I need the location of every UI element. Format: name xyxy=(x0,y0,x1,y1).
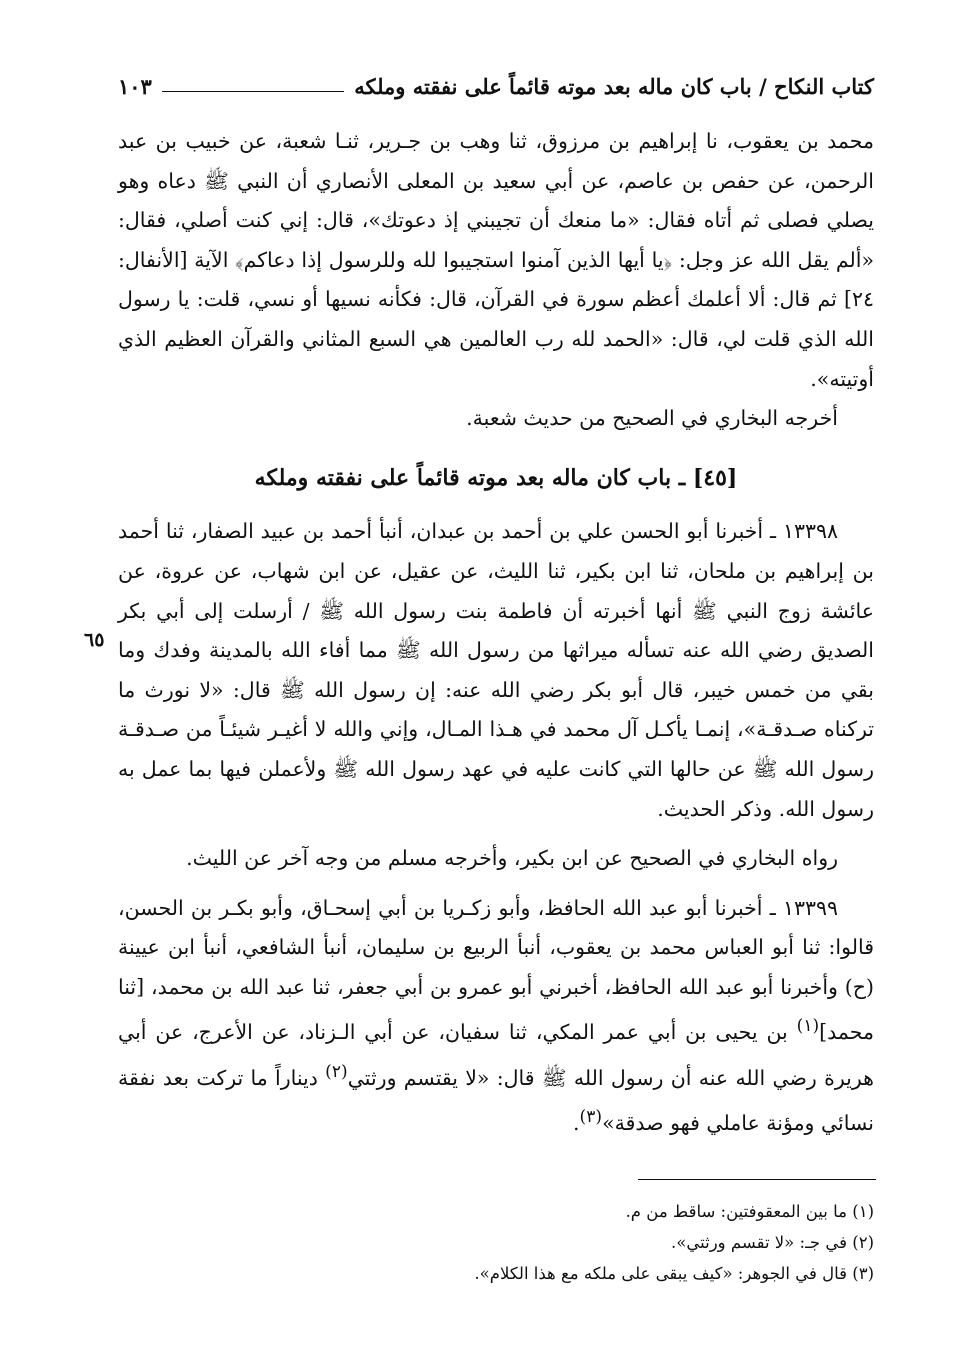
takhrij-note: أخرجه البخاري في الصحيح من حديث شعبة. xyxy=(466,406,838,431)
running-header xyxy=(118,68,874,104)
hadith-13399 xyxy=(118,889,874,1144)
hadith-13399-part-c: ديناراً ما تركت بعد نفقة نسائي ومؤنة عاملي فهو صدقة» xyxy=(118,1065,874,1136)
footnotes xyxy=(300,1196,874,1289)
header-rule xyxy=(162,91,344,92)
footnote-1: (١) ما بين المعقوفتين: ساقط من م. xyxy=(625,1202,874,1221)
footnote-ref-3: (٣) xyxy=(579,1107,603,1128)
margin-page-number: ٦٥ xyxy=(84,629,105,651)
main-text xyxy=(118,122,874,1144)
footnote-3: (٣) قال في الجوهر: «كيف يبقى على ملكه مع هذا الكلام». xyxy=(474,1264,874,1283)
hadith-13399-end: . xyxy=(573,1111,580,1136)
takhrij-note-2: رواه البخاري في الصحيح عن ابن بكير، وأخرجه مسلم من وجه آخر عن الليث. xyxy=(186,846,838,871)
footnote-2: (٢) في جـ: «لا تقسم ورثتي». xyxy=(671,1233,874,1252)
footnote-rule xyxy=(638,1179,876,1180)
footnote-ref-1: (١) xyxy=(796,1016,820,1037)
hadith-13399-part-b: بن يحيى بن أبي عمر المكي، ثنا سفيان، عن أبي الـزناد، عن الأعرج، عن أبي هريرة رضي الله عنه أن رسول الله ﷺ قال: «لا يقتسم ورثتي xyxy=(118,1020,874,1090)
header-title: كتاب النكاح / باب كان ماله بعد موته قائماً على نفقته وملكه xyxy=(354,73,874,99)
hadith-continuation: محمد بن يعقوب، نا إبراهيم بن مرزوق، ثنا وهب بن جـرير، ثنـا شعبة، عن خبيب بن عبد الرحمن، عن حفص بن عاصم، عن أبي سعيد بن المعلى الأنصاري أن النبي ﷺ دعاه وهو يصلي فصلى ثم أتاه فقال: «ما منعك أن تجيبني إذ دعوتك»، قال: إني كنت أصلي، فقال: «ألم يقل الله عز وجل: ﴿يا أيها الذين آمنوا استجيبوا لله وللرسول إذا دعاكم﴾ الآية [الأنفال: ٢٤] ثم قال: ألا أعلمك أعظم سورة في القرآن، قال: فكأنه نسيها أو نسي، قلت: يا رسول الله الذي قلت لي، قال: «الحمد لله رب العالمين هي السبع المثاني والقرآن العظيم الذي أوتيته». xyxy=(118,129,874,391)
hadith-13399-part-a: ١٣٣٩٩ ـ أخبرنا أبو عبد الله الحافظ، وأبو زكـريا بن أبي إسحـاق، وأبو بكـر بن الحسن، قالوا: ثنا أبو العباس محمد بن يعقوب، أنبأ الربيع بن سليمان، أنبأ الشافعي، أنبأ ابن عيينة (ح) وأخبرنا أبو عبد الله الحافظ، أخبرني أبو عمرو بن أبي جعفر، ثنا عبد الله بن محمد، [ثنا محمد] xyxy=(118,895,874,1045)
chapter-heading: [٤٥] ـ باب كان ماله بعد موته قائماً على نفقته وملكه xyxy=(254,464,738,491)
footnote-ref-2: (٢) xyxy=(325,1061,348,1082)
hadith-13398: ١٣٣٩٨ ـ أخبرنا أبو الحسن علي بن أحمد بن عبدان، أنبأ أحمد بن عبيد الصفار، ثنا أحمد بن إبراهيم بن ملحان، ثنا ابن بكير، ثنا الليث، عن عقيل، عن ابن شهاب، عن عروة، عن عائشة زوج النبي ﷺ أنها أخبرته أن فاطمة بنت رسول الله ﷺ / أرسلت إلى أبي بكر الصديق رضي الله عنه تسأله ميراثها من رسول الله ﷺ مما أفاء الله بالمدينة وفدك وما بقي من خمس خيبر، قال أبو بكر رضي الله عنه: إن رسول الله ﷺ قال: «لا نورث ما تركناه صـدقـة»، إنمـا يأكـل آل محمد في هـذا المـال، وإني والله لا أغيـر شيئـاً من صـدقـة رسول الله ﷺ عن حالها التي كانت عليه في عهد رسول الله ﷺ ولأعملن فيها بما عمل به رسول الله. وذكر الحديث. xyxy=(118,519,874,821)
page-number: ١٠٣ xyxy=(118,73,152,99)
